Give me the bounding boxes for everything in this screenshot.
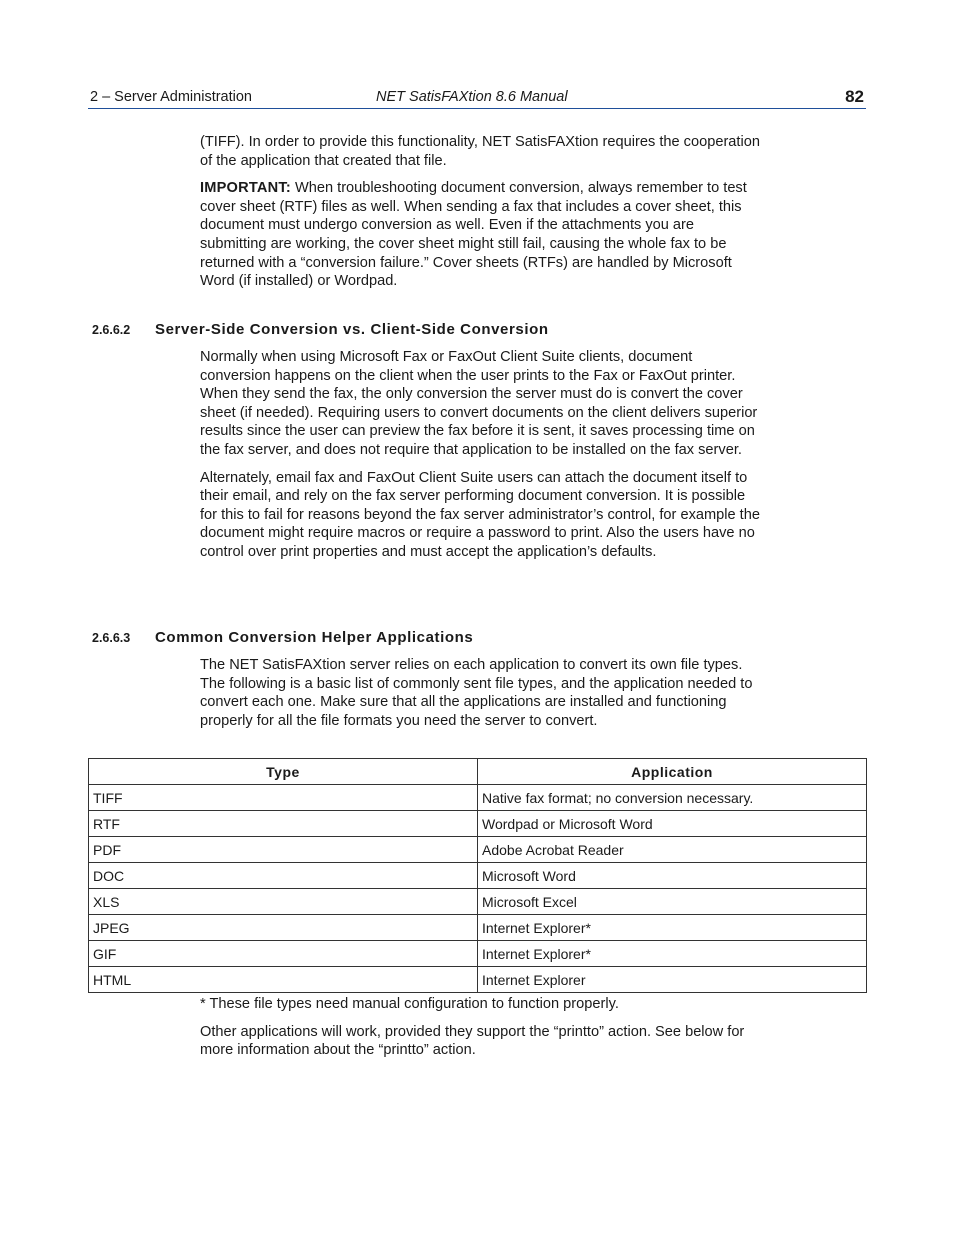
- section-2662-body: [200, 348, 760, 562]
- section-title: Server-Side Conversion vs. Client-Side Conversion: [155, 321, 549, 338]
- application-cell: Native fax format; no conversion necessary.: [478, 785, 867, 811]
- file-type-table: [88, 758, 867, 993]
- type-cell: JPEG: [89, 915, 478, 941]
- application-cell: Internet Explorer*: [478, 941, 867, 967]
- table-row: [89, 941, 867, 967]
- table-footnote: * These file types need manual configuration to function properly.: [200, 996, 619, 1012]
- intro-block: [200, 133, 760, 291]
- type-cell: TIFF: [89, 785, 478, 811]
- table-row: [89, 811, 867, 837]
- type-cell: GIF: [89, 941, 478, 967]
- type-cell: HTML: [89, 967, 478, 993]
- application-cell: Internet Explorer*: [478, 915, 867, 941]
- table-row: [89, 915, 867, 941]
- section-number: 2.6.6.3: [92, 631, 131, 645]
- section-paragraph: Alternately, email fax and FaxOut Client Suite users can attach the document itself to their email, and rely on the fax server performing document conversion. It is possible for this to fail for reasons beyond the fax server administrator’s control, for example the document might require macros or require a password to print. Also the users have no control over print properties and must accept the application’s defaults.: [200, 469, 760, 560]
- application-cell: Microsoft Excel: [478, 889, 867, 915]
- page-number: 82: [845, 87, 864, 106]
- application-cell: Wordpad or Microsoft Word: [478, 811, 867, 837]
- column-header-type: Type: [89, 759, 478, 785]
- type-cell: PDF: [89, 837, 478, 863]
- table-row: [89, 863, 867, 889]
- column-header-application: Application: [478, 759, 867, 785]
- section-heading-2662: [92, 321, 549, 338]
- table-row: [89, 785, 867, 811]
- application-cell: Adobe Acrobat Reader: [478, 837, 867, 863]
- section-number: 2.6.6.2: [92, 323, 131, 337]
- type-cell: XLS: [89, 889, 478, 915]
- application-cell: Internet Explorer: [478, 967, 867, 993]
- application-cell: Microsoft Word: [478, 863, 867, 889]
- chapter-title: 2 – Server Administration: [90, 89, 252, 105]
- important-text: When troubleshooting document conversion, always remember to test cover sheet (RTF) files as well. When sending a fax that includes a cover sheet, this document must undergo conversion as well. Even if the attachments you are submitting are working, the cover sheet might still fail, causing the whole fax to be returned with a “conversion failure.” Cover sheets (RTFs) are handled by Microsoft Word (if installed) or Wordpad.: [200, 180, 747, 290]
- section-heading-2663: [92, 629, 473, 646]
- section-2663-body: [200, 656, 760, 730]
- section-paragraph: Normally when using Microsoft Fax or FaxOut Client Suite clients, document conversion happens on the client when the user prints to the Fax or FaxOut printer. When they send the fax, the only conversion the server must do is convert the cover sheet (if needed). Requiring users to convert documents on the client delivers superior results since the user can preview the fax before it is sent, it saves processing time on the fax server, and does not require that application to be installed on the fax server.: [200, 349, 758, 458]
- table-header-row: [89, 759, 867, 785]
- table-row: [89, 837, 867, 863]
- type-cell: DOC: [89, 863, 478, 889]
- closing-paragraph: Other applications will work, provided they support the “printto” action. See below for more information about the “printto” action.: [200, 1023, 745, 1059]
- intro-paragraph: (TIFF). In order to provide this functionality, NET SatisFAXtion requires the cooperation of the application that created that file.: [200, 134, 760, 169]
- type-cell: RTF: [89, 811, 478, 837]
- important-label: IMPORTANT:: [200, 180, 291, 197]
- table-row: [89, 889, 867, 915]
- section-title: Common Conversion Helper Applications: [155, 629, 474, 646]
- manual-title: NET SatisFAXtion 8.6 Manual: [376, 89, 568, 105]
- page-header: [88, 88, 866, 109]
- table-row: [89, 967, 867, 993]
- closing-block: [200, 995, 760, 1060]
- important-paragraph: [200, 179, 760, 291]
- section-paragraph: The NET SatisFAXtion server relies on each application to convert its own file types. The following is a basic list of commonly sent file types, and the application needed to convert each one. Make sure that all the applications are installed and functioning properly for all the file formats you need the server to convert.: [200, 657, 753, 729]
